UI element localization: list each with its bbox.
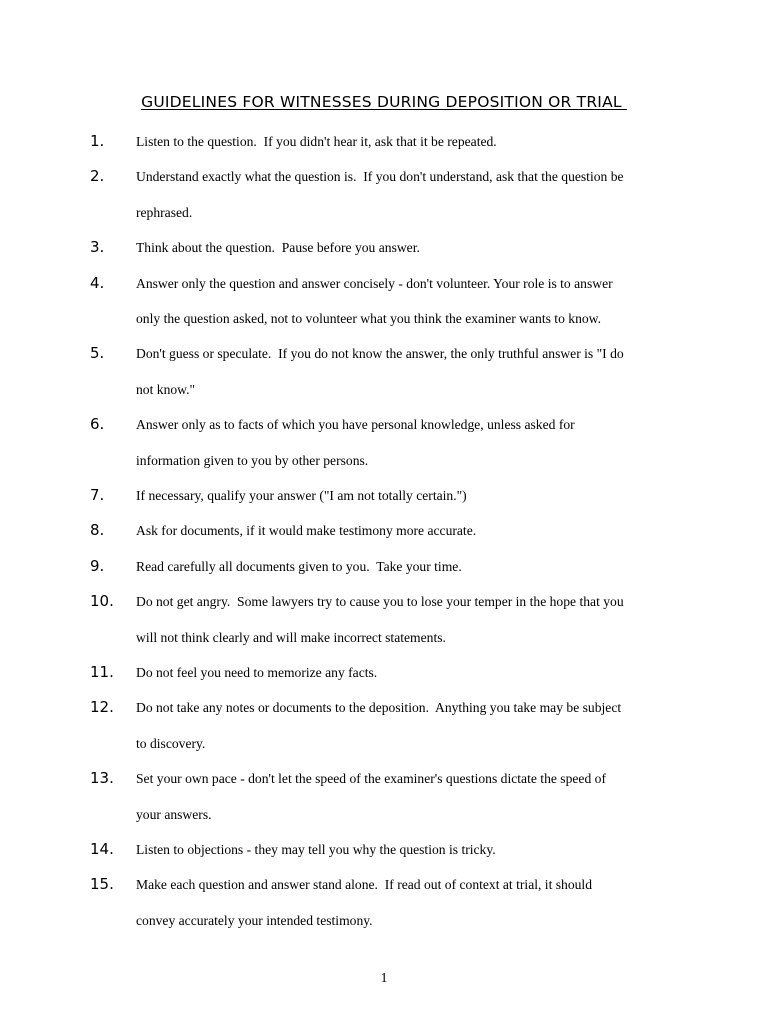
item-text-line: Make each question and answer stand alone. If read out of context at trial, it should [136, 877, 593, 893]
item-number: 8. [90, 521, 105, 540]
item-text-line: only the question asked, not to volunteer what you think the examiner wants to know. [136, 310, 601, 326]
item-text-line: Listen to the question. If you didn't hear it, ask that it be repeated. [136, 134, 497, 149]
item-text-line: Set your own pace - don't let the speed of the examiner's questions dictate the speed of [136, 771, 606, 787]
item-text-line: not know." [136, 381, 196, 397]
item-number: 15. [90, 875, 114, 894]
item-text-line: Do not feel you need to memorize any facts. [136, 665, 378, 680]
item-text-line: rephrased. [136, 204, 193, 220]
item-text-line: Ask for documents, if it would make testimony more accurate. [136, 523, 477, 539]
item-text-line: Answer only as to facts of which you have personal knowledge, unless asked for [136, 417, 575, 433]
item-text-line: If necessary, qualify your answer ("I am not totally certain.") [136, 488, 467, 503]
item-text-line: Don't guess or speculate. If you do not know the answer, the only truthful answer is "I do [136, 346, 624, 362]
document-title [0, 92, 768, 112]
item-number: 9. [90, 556, 105, 575]
item-number: 7. [90, 486, 105, 504]
item-number: 5. [90, 344, 105, 363]
item-number: 4. [90, 273, 105, 292]
item-text-line: Think about the question. Pause before you answer. [136, 240, 420, 256]
item-text-line: convey accurately your intended testimony. [136, 912, 373, 928]
item-number: 2. [90, 167, 105, 186]
item-number: 11. [90, 663, 114, 681]
item-number: 14. [90, 840, 114, 858]
item-number: 1. [90, 132, 105, 150]
item-text-line: Listen to objections - they may tell you why the question is tricky. [136, 842, 496, 857]
item-text-line: will not think clearly and will make incorrect statements. [136, 629, 446, 645]
item-text-line: to discovery. [136, 735, 206, 751]
item-number: 3. [90, 238, 105, 257]
item-text-line: Do not get angry. Some lawyers try to cause you to lose your temper in the hope that you [136, 594, 624, 610]
item-number: 6. [90, 415, 105, 434]
item-number: 12. [90, 698, 114, 717]
item-text-line: Read carefully all documents given to you. Take your time. [136, 558, 462, 574]
item-text-line: information given to you by other persons. [136, 452, 369, 468]
item-text-line: Answer only the question and answer concisely - don't volunteer. Your role is to answer [136, 275, 613, 291]
item-text-line: Understand exactly what the question is. If you don't understand, ask that the question be [136, 169, 624, 185]
document-title-text: GUIDELINES FOR WITNESSES DURING DEPOSITION OR TRIAL [141, 93, 627, 111]
item-text-line: your answers. [136, 806, 212, 822]
item-number: 13. [90, 769, 114, 788]
item-text-line: Do not take any notes or documents to the deposition. Anything you take may be subject [136, 700, 622, 716]
page-number: 1 [380, 970, 388, 985]
item-number: 10. [90, 592, 114, 611]
